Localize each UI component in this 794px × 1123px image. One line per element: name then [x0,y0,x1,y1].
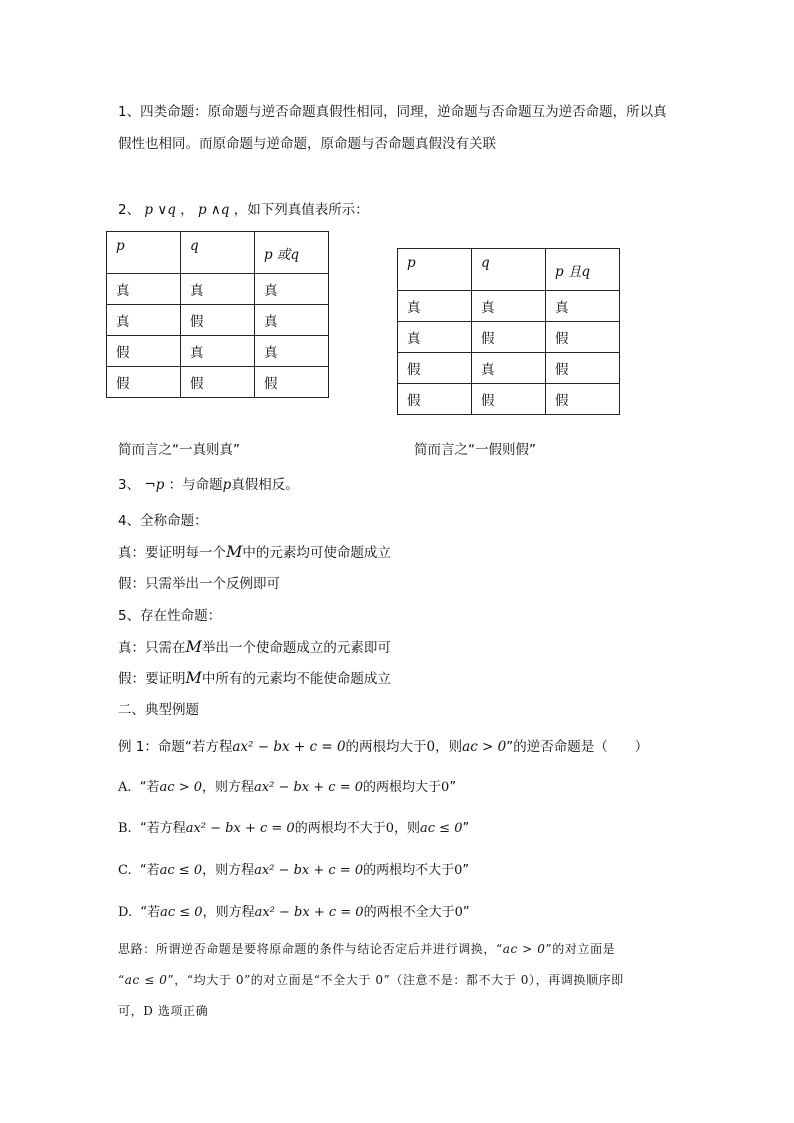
table-header-cell: q [181,232,255,274]
negation-tail: 真假相反。 [231,477,299,493]
table-cell: 真 [107,274,181,305]
option-b [118,819,469,839]
separator: ， [180,202,194,218]
option-d [118,903,470,923]
option-label: B. [118,821,132,836]
truth-table-and [397,248,620,415]
stem-d: ”的逆否命题是（ ） [506,739,649,755]
table-cell: 真 [181,336,255,367]
table-cell: 真 [255,274,329,305]
option-text: “若方程 [139,821,186,836]
equation: ax² − bx + c = 0 [185,821,295,836]
option-text: 的两根均大于 [363,780,442,795]
section-number: 2、 [118,202,141,218]
existential-false [118,668,391,689]
option-a [118,778,456,798]
table-cell: 假 [181,305,255,336]
hint-line3: 可，D 选项正确 [118,1004,209,1018]
zero: 0 [441,780,450,795]
condition: ac ≤ 0 [124,973,168,987]
expr-p-and-q: p ∧q [197,202,230,218]
table-row [107,367,329,398]
zero: 0 [454,905,463,920]
option-text: ” [462,905,470,920]
existential-true [118,637,391,658]
table-cell: 假 [546,353,620,384]
summary-and: 简而言之“一假则假” [414,442,536,458]
hint-line2 [118,971,624,989]
table-cell: 假 [472,322,546,353]
zero: 0 [385,821,394,836]
option-label: C. [118,863,132,878]
condition: ac ≤ 0 [160,905,203,920]
option-text: “若 [139,863,160,878]
paragraph-negation [118,475,299,495]
universal-true-b: 中的元素均可使命题成立 [242,545,391,561]
option-c [118,861,469,881]
table-row [107,305,329,336]
table-cell: 假 [398,353,472,384]
stem-b: 的两根均大于 [345,739,427,755]
zero: 0 [426,739,436,755]
table-cell: 假 [255,367,329,398]
option-text: ” [462,863,470,878]
var-p: p [222,477,232,493]
universal-true-a: 真：要证明每一个 [118,545,226,561]
hint-text: ”的对立面是 [545,942,616,956]
table-cell: 假 [181,367,255,398]
table-cell: 真 [398,322,472,353]
condition: ac > 0 [462,739,507,755]
heading-universal: 4、全称命题： [118,513,208,529]
option-label: D. [118,905,133,920]
hint-line1 [118,940,615,958]
section-number: 3、 [118,477,141,493]
expr-not-p: ¬p [144,477,165,493]
table-cell: 假 [398,384,472,415]
negation-text: ：与命题 [168,477,223,493]
stem-a: 例 1：命题“若方程 [118,739,233,755]
set-M: M [185,668,202,687]
table-cell: 真 [255,336,329,367]
paragraph-four-propositions-line1: 1、四类命题：原命题与逆否命题真假性相同，同理，逆命题与否命题互为逆否命题，所以真 [118,104,667,120]
table-cell: 假 [546,384,620,415]
option-text: ” [449,780,457,795]
heading-existential: 5、存在性命题： [118,608,222,624]
equation: ax² − bx + c = 0 [254,863,364,878]
table-cell: 真 [107,305,181,336]
option-text: 的两根均不大于 [294,821,386,836]
universal-true [118,542,391,563]
table-row [398,291,620,322]
existential-false-a: 假：要证明 [118,671,186,687]
table-header-cell: p [107,232,181,274]
table-row [107,274,329,305]
option-text: “若 [140,905,161,920]
table-cell: 真 [255,305,329,336]
set-M: M [226,542,243,561]
option-text: ，则 [393,821,420,836]
truth-table-or [106,231,329,398]
option-text: “若 [139,780,160,795]
equation: ax² − bx + c = 0 [254,780,364,795]
equation: ax² − bx + c = 0 [254,905,364,920]
existential-true-b: 举出一个使命题成立的元素即可 [201,640,391,656]
condition: ac > 0 [502,942,546,956]
stem-c: ，则 [435,739,463,755]
table-cell: 真 [472,353,546,384]
table-cell: 真 [472,291,546,322]
expr-p-or-q: p ∨q [144,202,176,218]
option-text: ，则方程 [202,863,255,878]
table-header-cell: p [398,249,472,291]
table-cell: 假 [107,367,181,398]
table-cell: 真 [181,274,255,305]
heading-typical-examples: 二、典型例题 [118,702,199,718]
condition: ac ≤ 0 [159,863,203,878]
option-label: A. [118,780,132,795]
table-cell: 假 [472,384,546,415]
zero: 0 [454,863,463,878]
table-cell: 真 [546,291,620,322]
table-row [398,353,620,384]
existential-true-a: 真：只需在 [118,640,186,656]
option-text: ” [462,821,470,836]
option-text: 的两根不全大于 [363,905,455,920]
table-row [398,384,620,415]
universal-false: 假：只需举出一个反例即可 [118,576,280,592]
table-header-row [107,232,329,274]
condition: ac > 0 [159,780,203,795]
option-text: 的两根均不大于 [363,863,455,878]
option-text: ，则方程 [202,905,255,920]
table-header-cell: p 或q [255,232,329,274]
table-header-cell: q [472,249,546,291]
paragraph-or-and-intro [118,200,369,220]
table-cell: 假 [546,322,620,353]
summary-or: 简而言之“一真则真” [118,442,240,458]
table-row [398,322,620,353]
table-cell: 假 [107,336,181,367]
set-M: M [185,637,202,656]
paragraph-four-propositions-line2: 假性也相同。而原命题与逆命题，原命题与否命题真假没有关联 [118,136,496,152]
hint-text: ”，“均大于 0”的对立面是“不全大于 0”（注意不是：都不大于 0），再调换顺序即 [167,973,624,987]
condition: ac ≤ 0 [420,821,463,836]
existential-false-b: 中所有的元素均不能使命题成立 [201,671,391,687]
option-text: ，则方程 [202,780,255,795]
example1-stem [118,737,648,757]
table-header-row [398,249,620,291]
table-cell: 真 [398,291,472,322]
table-header-cell: p 且q [546,249,620,291]
hint-text: 思路：所谓逆否命题是要将原命题的条件与结论否定后并进行调换，“ [118,942,503,956]
hint-text: “ [118,973,125,987]
table-row [107,336,329,367]
equation: ax² − bx + c = 0 [232,739,346,755]
intro-suffix: ，如下列真值表所示： [233,202,369,218]
